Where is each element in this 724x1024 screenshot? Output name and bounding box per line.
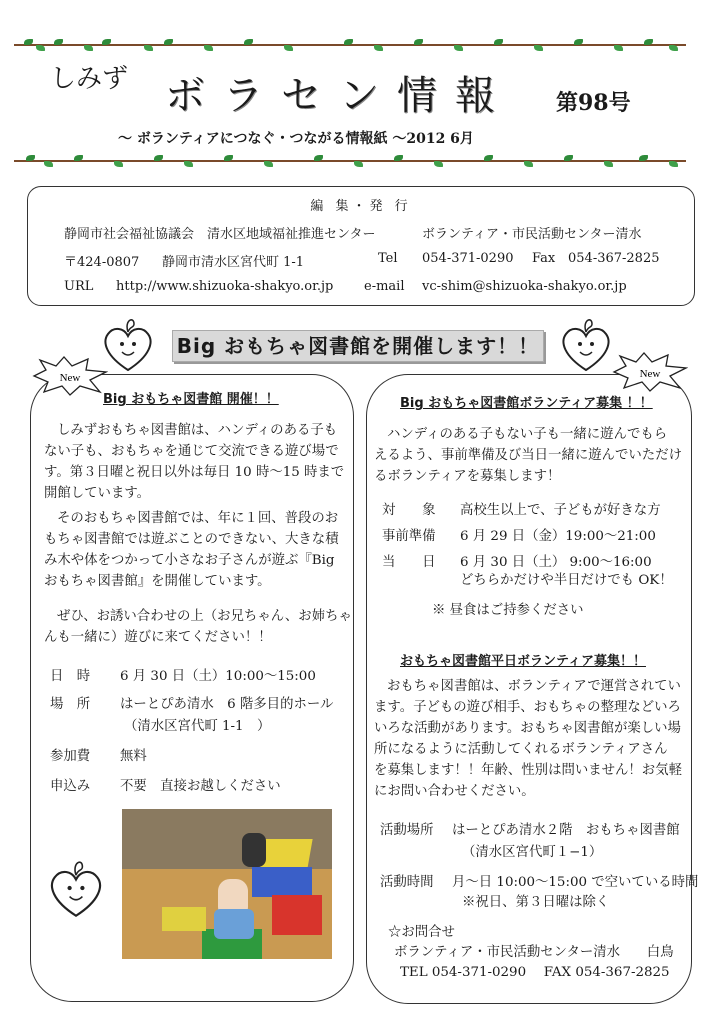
info-org1: 静岡市社会福祉協議会 清水区地域福祉推進センター xyxy=(64,227,376,242)
new-burst-icon xyxy=(32,356,108,396)
top-vine-decoration xyxy=(14,38,686,52)
place-label: 活動場所 xyxy=(380,823,434,838)
detail-label: 事前準備 xyxy=(382,529,436,544)
detail-label: 申込み xyxy=(50,779,91,794)
event-photo xyxy=(122,809,332,959)
heart-mascot-icon xyxy=(44,852,108,924)
detail-label: 日 時 xyxy=(50,669,91,684)
info-tel-label: Tel xyxy=(378,251,398,266)
detail-value: 無料 xyxy=(120,749,147,764)
info-url-label: URL xyxy=(64,279,94,294)
detail-value: 6 月 30 日（土） 9:00〜16:00 xyxy=(460,555,652,570)
info-fax: 054-367-2825 xyxy=(568,251,660,266)
left-paragraph-1: しみずおもちゃ図書館は、ハンディのある子も ない子も、おもちゃを通じて交流できる遊び場で す。第３日曜と祝日以外は毎日 10 時〜15 時まで 開館しています。 xyxy=(44,423,345,501)
subtitle: 〜 ボランティアにつなぐ・つながる情報紙 〜2012 6月 xyxy=(118,131,474,147)
left-paragraph-2: そのおもちゃ図書館では、年に１回、普段のお もちゃ図書館では遊ぶことのできない、大きな積 み木や体をつかって小さなお子さんが遊ぶ『Big おもちゃ図書館』を開催しています。 xyxy=(44,511,339,589)
info-postal: 〒424-0807 xyxy=(64,255,140,270)
detail-label: 当 日 xyxy=(382,555,436,570)
time-value: 月〜日 10:00〜15:00 で空いている時間 xyxy=(452,875,699,890)
right-paragraph-2: おもちゃ図書館は、ボランティアで運営されてい ます。子どもの遊び相手、おもちゃの整理などいろ いろな活動があります。おもちゃ図書館が楽しい場 所になるように活動してくれるボランティアさん を募集します！！年齢、性別は問いません！お気軽 にお問い合わせください。 xyxy=(374,679,682,799)
left-paragraph-3: ぜひ、お誘い合わせの上（お兄ちゃん、お姉ちゃ んも一緒に）遊びに来てください！！ xyxy=(44,609,352,645)
info-fax-label: Fax xyxy=(532,251,556,266)
left-heading: Big おもちゃ図書館 開催！！ xyxy=(103,392,279,407)
detail-value: （清水区宮代町 1-1 ） xyxy=(124,719,271,734)
title-small: しみず xyxy=(50,64,129,94)
place-value-2: （清水区宮代町１−1） xyxy=(462,845,603,860)
bottom-vine-decoration xyxy=(14,154,686,168)
detail-value: はーとぴあ清水 6 階多目的ホール xyxy=(120,697,334,712)
info-org2: ボランティア・市民活動センター清水 xyxy=(422,227,642,242)
publisher-info-box xyxy=(27,186,695,306)
right-heading: Big おもちゃ図書館ボランティア募集 ！！ xyxy=(400,396,653,411)
time-value-2: ※祝日、第３日曜は除く xyxy=(462,895,610,910)
new-burst-icon xyxy=(612,352,688,392)
detail-value: 不要 直接お越しください xyxy=(120,779,281,794)
contact-org: ボランティア・市民活動センター清水 白鳥 xyxy=(394,945,674,960)
lunch-note: ※ 昼食はご持参ください xyxy=(432,603,584,618)
new-label: New xyxy=(59,372,81,384)
detail-value: どちらかだけや半日だけでも OK！ xyxy=(460,573,673,588)
contact-tel: TEL 054-371-0290 FAX 054-367-2825 xyxy=(400,965,670,980)
detail-value: 高校生以上で、子どもが好きな方 xyxy=(460,503,661,518)
info-email-label: e-mail xyxy=(364,279,405,294)
info-url[interactable]: http://www.shizuoka-shakyo.or.jp xyxy=(116,279,334,294)
info-heading: 編 集・発 行 xyxy=(310,199,412,214)
detail-value: 6 月 30 日（土）10:00〜15:00 xyxy=(120,669,316,684)
new-label: New xyxy=(639,368,661,380)
detail-label: 参加費 xyxy=(50,749,91,764)
contact-title: ☆お問合せ xyxy=(388,925,455,940)
place-value: はーとぴあ清水２階 おもちゃ図書館 xyxy=(452,823,680,838)
info-tel: 054-371-0290 xyxy=(422,251,514,266)
info-address: 静岡市清水区宮代町 1-1 xyxy=(162,255,305,270)
heart-mascot-icon xyxy=(556,312,616,376)
issue-number: 第98号 xyxy=(556,90,631,116)
info-email[interactable]: vc-shim@shizuoka-shakyo.or.jp xyxy=(422,279,627,294)
main-banner: Big おもちゃ図書館を開催します！！ xyxy=(172,330,544,362)
right-paragraph-1: ハンディのある子もない子も一緒に遊んでもら えるよう、事前準備及び当日一緒に遊んでいただけ るボランティアを募集します！ xyxy=(374,427,682,484)
page-title: ボラセン情報 xyxy=(165,73,513,119)
detail-label: 場 所 xyxy=(50,697,91,712)
detail-label: 対 象 xyxy=(382,503,436,518)
right-heading-2: おもちゃ図書館平日ボランティア募集！！ xyxy=(400,654,646,669)
detail-value: 6 月 29 日（金）19:00〜21:00 xyxy=(460,529,656,544)
time-label: 活動時間 xyxy=(380,875,434,890)
